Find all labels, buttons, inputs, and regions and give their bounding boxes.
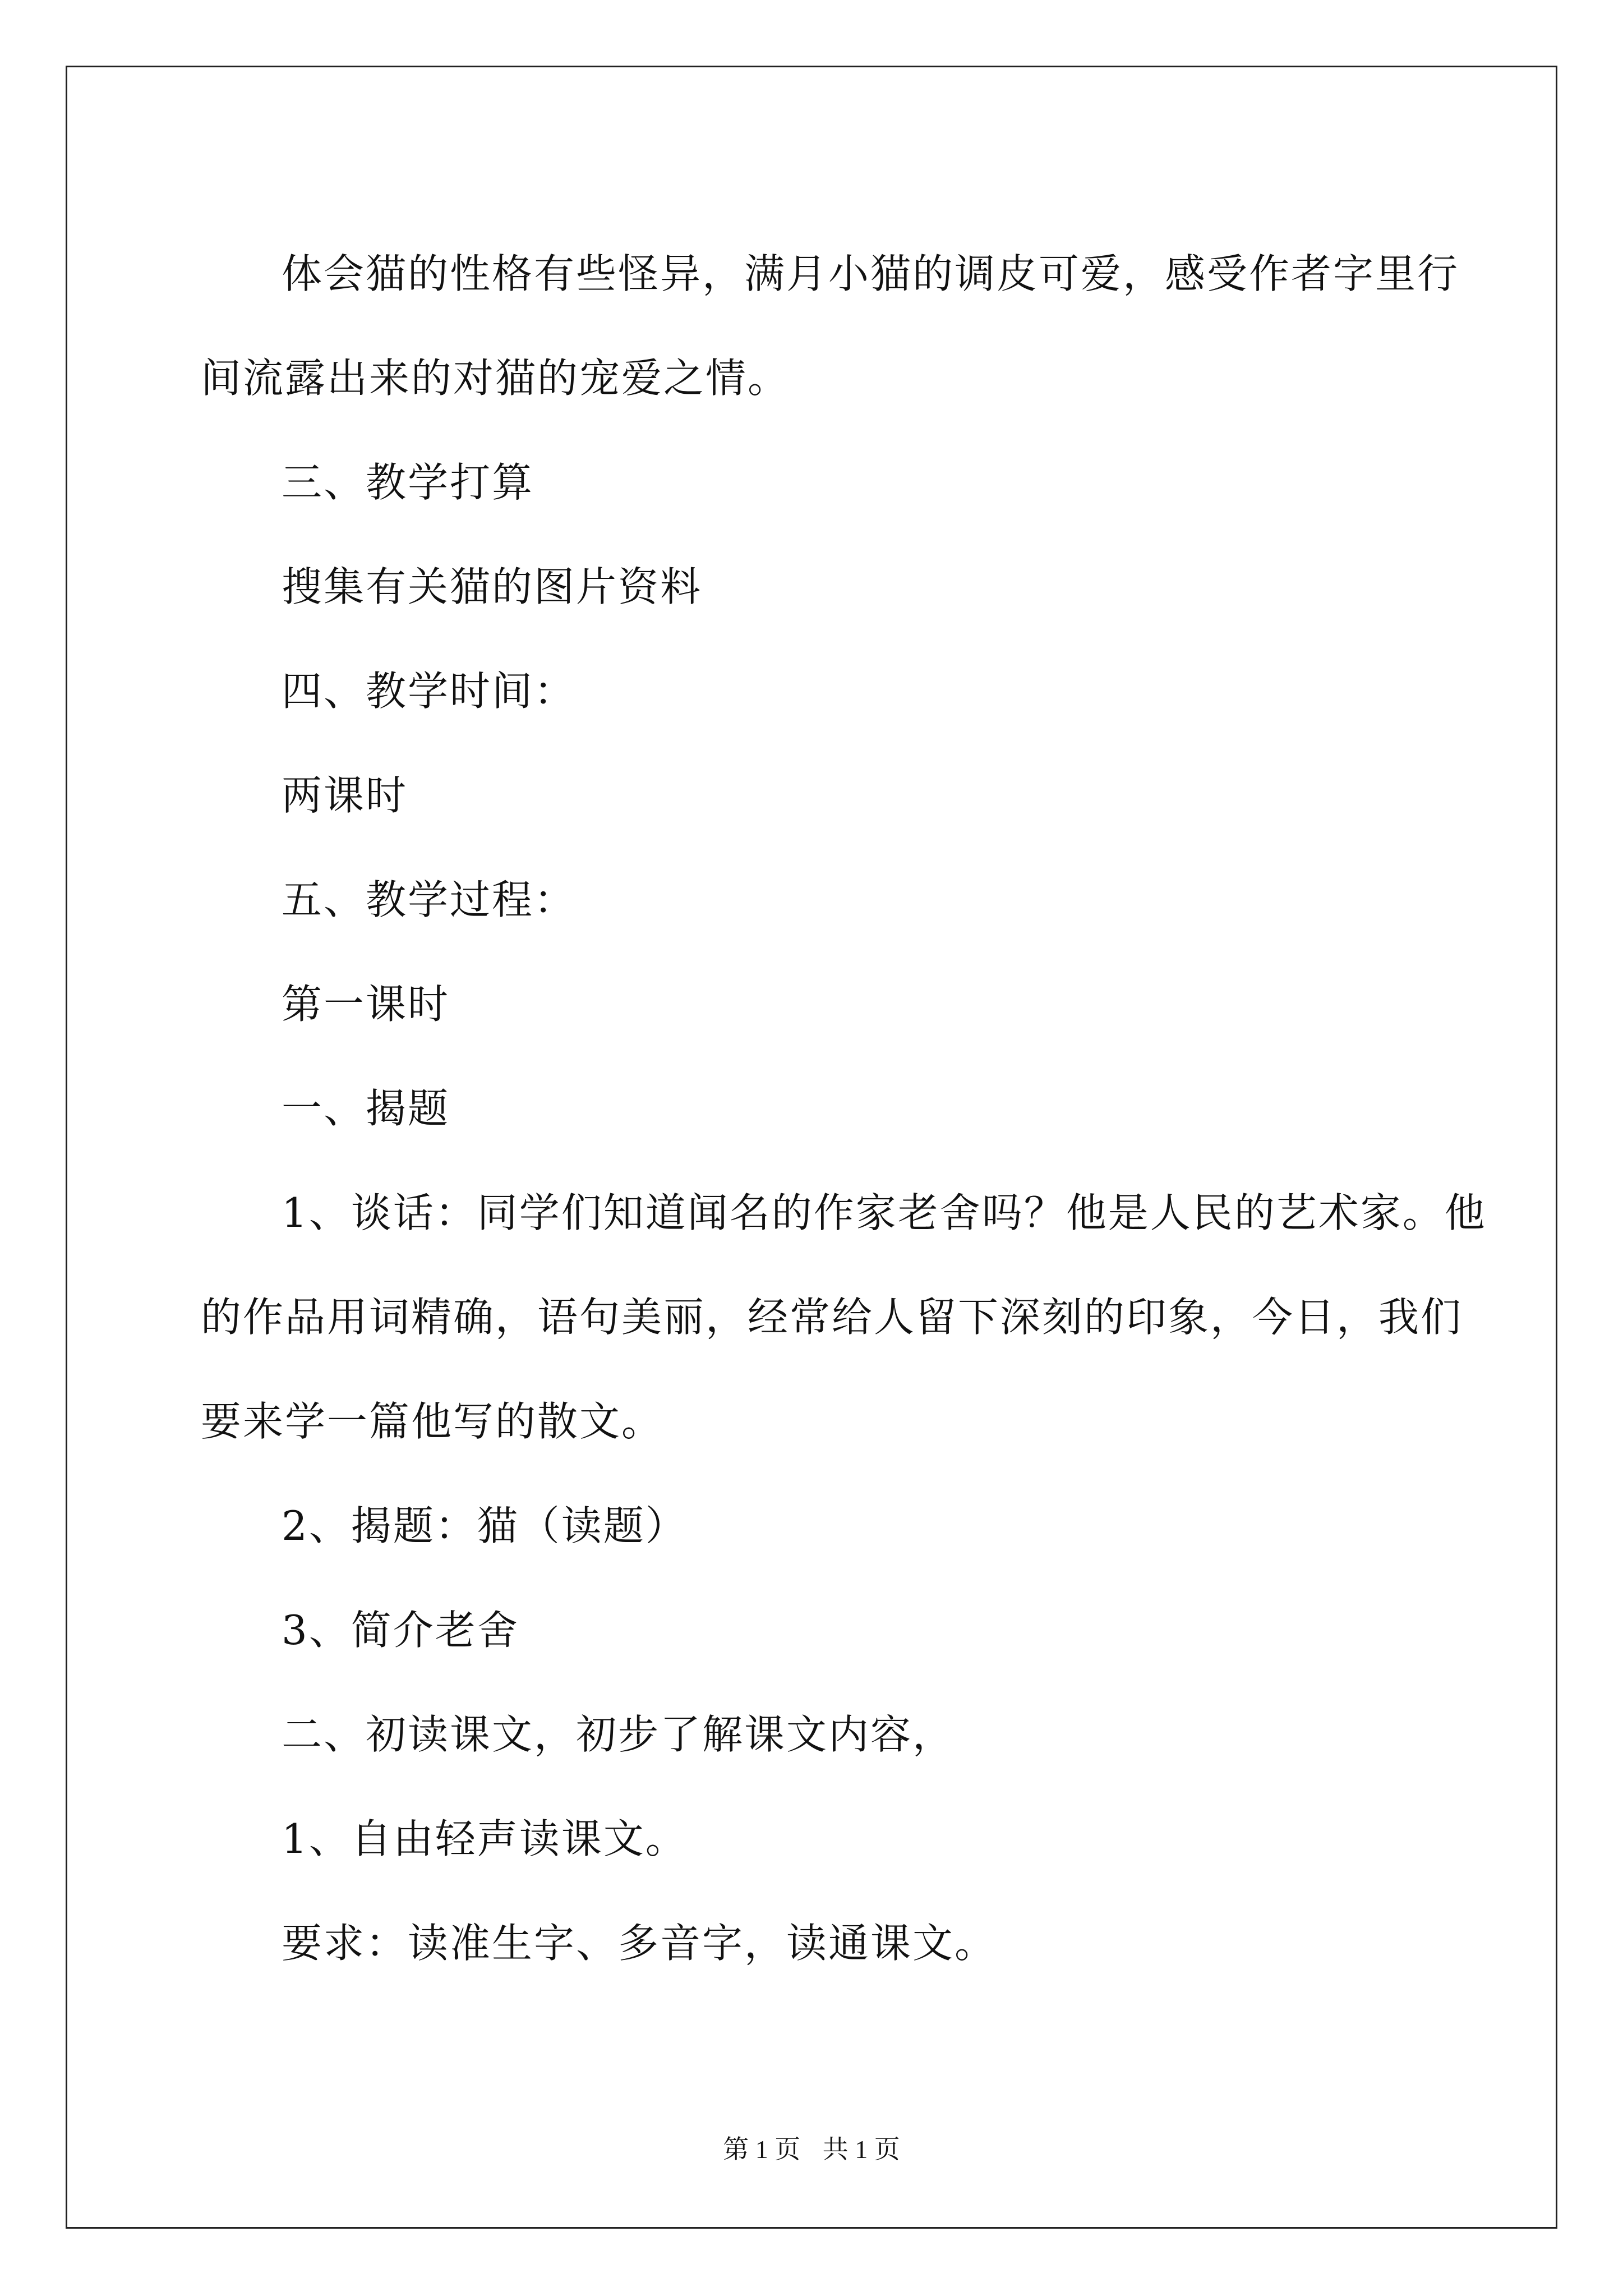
- text-line: 体会猫的性格有些怪异，满月小猫的调皮可爱，感受作者字里行: [282, 250, 1460, 297]
- paragraph: [201, 1161, 1487, 1474]
- text-line: 要求：读准生字、多音字，读通课文。: [282, 1920, 997, 1967]
- section-heading: 五、教学过程：: [282, 876, 577, 923]
- text-line: 间流露出来的对猫的宠爱之情。: [201, 355, 790, 402]
- text-line: 搜集有关猫的图片资料: [282, 563, 703, 610]
- paragraph: [201, 222, 1460, 430]
- section-heading: 一、揭题: [282, 1085, 450, 1132]
- section-heading: 三、教学打算: [282, 459, 534, 506]
- text-line: 1、谈话：同学们知道闻名的作家老舍吗？他是人民的艺术家。他: [282, 1189, 1487, 1236]
- section-heading: 四、教学时间：: [282, 668, 577, 715]
- list-item: 3、简介老舍: [282, 1607, 519, 1654]
- subsection-heading: 第一课时: [282, 981, 450, 1028]
- text-line: 要来学一篇他写的散文。: [201, 1398, 664, 1445]
- text-line: 两课时: [282, 772, 408, 819]
- text-line: 的作品用词精确，语句美丽，经常给人留下深刻的印象，今日，我们: [201, 1294, 1463, 1341]
- page-footer: [0, 2129, 1623, 2166]
- section-heading: 二、初读课文，初步了解课文内容，: [282, 1711, 955, 1758]
- document-body: [201, 222, 1487, 1995]
- list-item: 1、自由轻声读课文。: [282, 1815, 688, 1862]
- page-number: 第 1 页: [723, 2135, 801, 2164]
- page-total: 共 1 页: [822, 2135, 900, 2164]
- list-item: 2、揭题：猫（读题）: [282, 1502, 688, 1549]
